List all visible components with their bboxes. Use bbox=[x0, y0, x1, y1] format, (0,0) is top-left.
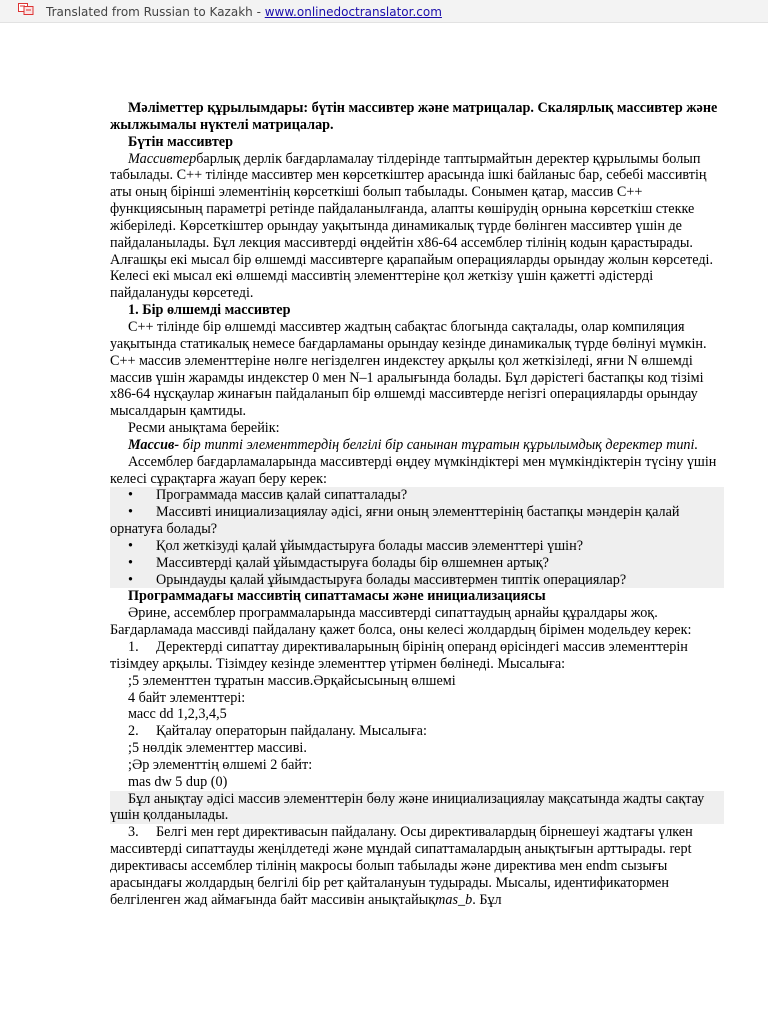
paragraph-one-dim: C++ тілінде бір өлшемді массивтер жадтың сабақтас блогында сақталады, олар компиляция уақытында статикалық немесе бағдарламаны орындау кезінде динамикалық түрде бөлінуі мүмкін. C++ массив элементтеріне нөлге негізделген индекстеу арқылы қол жеткізіледі, яғни N өлшемді массив үшін жарамды индекстер 0 мен N–1 аралығында болады. Бұл дәрістегі бастапқы код тізімі x86-64 нұсқаулар жинағын пайдаланып бір өлшемді массивтерде негізгі операцияларды орындау мысалдарын қамтиды. bbox=[110, 318, 707, 420]
question-item: • Орындауды қалай ұйымдастыруға болады массивтермен типтік операциялар? bbox=[110, 572, 724, 589]
numbered-item-2: 2. Қайталау операторын пайдалану. Мысалыға: bbox=[128, 723, 427, 740]
doc-title: Мәліметтер құрылымдары: бүтін массивтер және матрицалар. Скалярлық массивтер және жылжымалы нүктелі матрицалар. bbox=[110, 100, 718, 133]
heading-whole-arrays: Бүтін массивтер bbox=[128, 133, 233, 150]
code-comment: ;5 элементтен тұратын массив.Әрқайсысының өлшемі bbox=[128, 672, 456, 689]
banner-text: Translated from Russian to Kazakh - www.onlinedoctranslator.com bbox=[46, 5, 442, 19]
question-item: • Массивтерді қалай ұйымдастыруға болады бір өлшемнен артық? bbox=[110, 555, 724, 572]
numbered-item-1: 1. Деректерді сипаттау директиваларының бірінің операнд өрісіндегі массив элементтерін тізімдеу арқылы. Тізімдеу кезінде элементтер үтірмен бөлінеді. Мысалыға: bbox=[110, 639, 688, 672]
code-comment: ;5 нөлдік элементтер массиві. bbox=[128, 740, 307, 757]
paragraph-definition-intro: Ресми анықтама берейік: bbox=[128, 420, 280, 437]
code-line: mas dw 5 dup (0) bbox=[128, 773, 228, 790]
questions-list bbox=[110, 487, 724, 588]
question-item: • Массивті инициализациялау әдісі, яғни оның элементтерінің бастапқы мәндерін қалай орнатуға болады? bbox=[110, 504, 724, 538]
paragraph-intro: Массивтербарлық дерлік бағдарламалау тілдерінде таптырмайтын деректер құрылымы болып табылады. C++ тілінде массивтер мен көрсеткіштер арасында ішкі байланыс бар, себебі массивтің аты оның бірінші элементінің көрсеткіші болып табылады. Сонымен қатар, массив C++ функциясының параметрі ретінде пайдаланылғанда, алапты көшірудің орнына көрсеткіш стекке жіберіледі. Көрсеткіштер орындау уақытында динамикалық түрде бөлінген массивтер үшін де пайдаланылады. Бұл лекция массивтерді өңдейтін x86-64 ассемблер тілінің кодын қарастырады. Алғашқы екі мысал бір өлшемді массивтерге қарапайым операцияларды орындау жолын көрсетеді. Келесі екі мысал екі өлшемді массивтің элементтеріне қол жеткізу үшін қажетті әдістерді пайдалануды көрсетеді. bbox=[110, 150, 714, 302]
heading-one-dim: 1. Бір өлшемді массивтер bbox=[128, 302, 291, 319]
translator-link[interactable]: www.onlinedoctranslator.com bbox=[264, 5, 442, 19]
document-body bbox=[110, 100, 724, 909]
definition: Массив- бір типті элементтердің белгілі бір санынан тұратын құрылымдық деректер типі. bbox=[128, 436, 698, 453]
translator-banner bbox=[0, 0, 768, 23]
definition-term: Массив- bbox=[128, 436, 180, 453]
paragraph-allocation: Бұл анықтау әдісі массив элементтерін бөлу және инициализациялау мақсатында жадты сақтау үшін қолданылады. bbox=[110, 791, 724, 825]
document-translator-icon bbox=[18, 3, 34, 15]
term-arrays: Массивтер bbox=[128, 150, 197, 167]
identifier-mas-b: mas_b bbox=[435, 891, 473, 908]
paragraph-questions-intro: Ассемблер бағдарламаларында массивтерді өңдеу мүмкіндіктері мен мүмкіндіктерін түсіну үшін келесі сұрақтарға жауап беру керек: bbox=[110, 453, 717, 487]
code-line: масс dd 1,2,3,4,5 bbox=[128, 706, 227, 723]
code-comment: ;Әр элементтің өлшемі 2 байт: bbox=[128, 756, 313, 773]
heading-description: Программадағы массивтің сипаттамасы және инициализациясы bbox=[128, 588, 546, 605]
paragraph-modeling: Әрине, ассемблер программаларында массивтерді сипаттаудың арнайы құралдары жоқ. Бағдарламада массивді пайдалану қажет болса, оны келесі жолдардың бірімен модельдеу керек: bbox=[110, 605, 692, 639]
question-item: • Программада массив қалай сипатталады? bbox=[110, 487, 724, 504]
question-item: • Қол жеткізуді қалай ұйымдастыруға болады массив элементтері үшін? bbox=[110, 538, 724, 555]
numbered-item-3: 3. Белгі мен rept директивасын пайдалану. Осы директивалардың бірнешеуі жадтағы үлкен массивтерді сипаттауды жеңілдетеді және мұндай сипаттамалардың анықтығын арттырады. rept директивасы ассемблер тілінің макросы болып табылады және директива мен endm сызығы арасындағы жолдардың белгілі бір рет қайталануын тудырады. Мысалы, идентификатормен белгіленген жад аймағында байт массивін анықтайықmas_b. Бұл bbox=[110, 824, 693, 908]
code-comment: 4 байт элементтері: bbox=[128, 689, 246, 706]
